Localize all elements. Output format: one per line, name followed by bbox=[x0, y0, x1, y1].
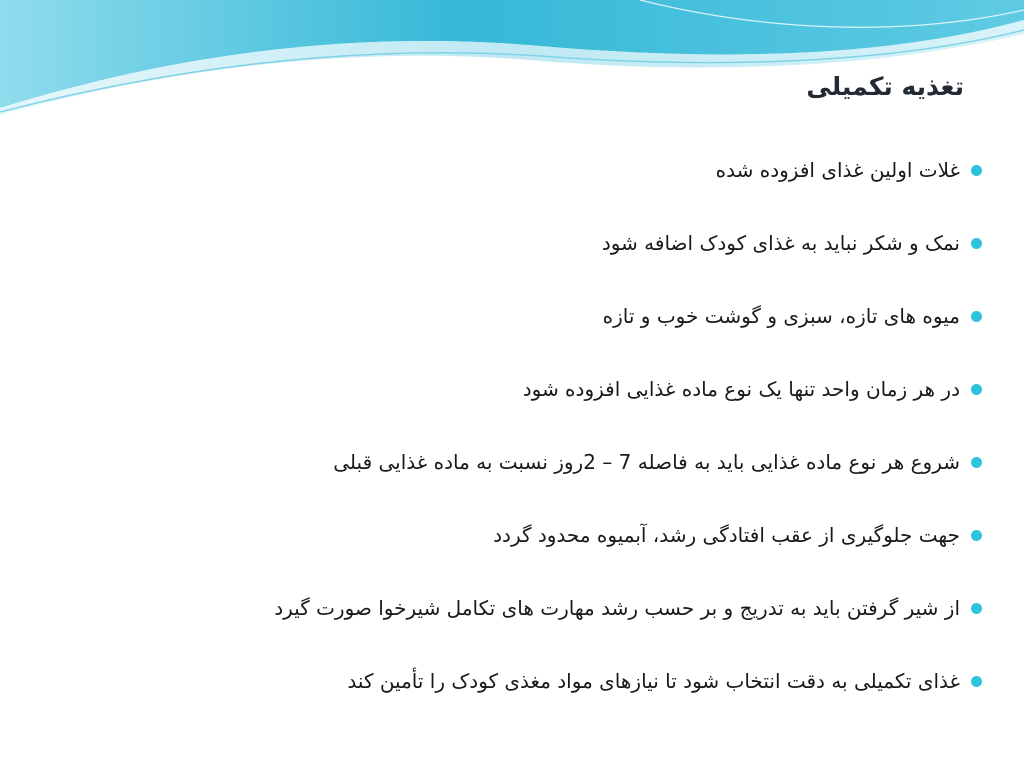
bullet-item bbox=[80, 298, 960, 371]
slide-title: تغذیه تکمیلی bbox=[806, 72, 964, 101]
bullet-list bbox=[80, 152, 960, 736]
bullet-dot-icon bbox=[971, 457, 982, 468]
bullet-item bbox=[80, 517, 960, 590]
bullet-dot-icon bbox=[971, 530, 982, 541]
bullet-dot-icon bbox=[971, 311, 982, 322]
bullet-item bbox=[80, 444, 960, 517]
bullet-text: در هر زمان واحد تنها یک نوع ماده غذایی افزوده شود bbox=[522, 377, 960, 401]
bullet-text: از شیر گرفتن باید به تدریج و بر حسب رشد مهارت های تکامل شیرخوا صورت گیرد bbox=[274, 596, 960, 620]
bullet-text: نمک و شکر نباید به غذای کودک اضافه شود bbox=[601, 231, 960, 255]
bullet-text: جهت جلوگیری از عقب افتادگی رشد، آبمیوه محدود گردد bbox=[493, 523, 960, 547]
wave-header-decoration bbox=[0, 0, 1024, 130]
bullet-dot-icon bbox=[971, 603, 982, 614]
bullet-item bbox=[80, 590, 960, 663]
bullet-item bbox=[80, 663, 960, 736]
bullet-dot-icon bbox=[971, 238, 982, 249]
bullet-dot-icon bbox=[971, 165, 982, 176]
bullet-dot-icon bbox=[971, 676, 982, 687]
bullet-item bbox=[80, 371, 960, 444]
bullet-text: غلات اولین غذای افزوده شده bbox=[715, 158, 960, 182]
bullet-dot-icon bbox=[971, 384, 982, 395]
bullet-text: میوه های تازه، سبزی و گوشت خوب و تازه bbox=[602, 304, 960, 328]
bullet-text: غذای تکمیلی به دقت انتخاب شود تا نیازهای مواد مغذی کودک را تأمین کند bbox=[347, 669, 960, 693]
bullet-text: شروع هر نوع ماده غذایی باید به فاصله 7 – 2روز نسبت به ماده غذایی قبلی bbox=[333, 450, 960, 474]
bullet-item bbox=[80, 225, 960, 298]
bullet-item bbox=[80, 152, 960, 225]
